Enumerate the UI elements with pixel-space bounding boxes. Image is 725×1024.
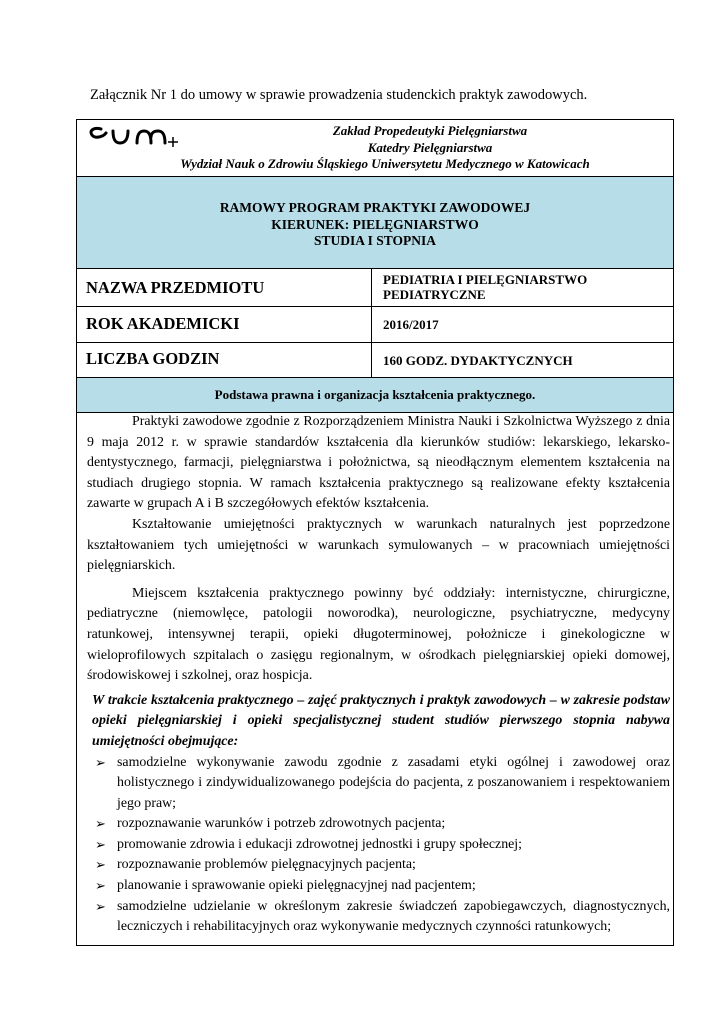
list-item: ➢ rozpoznawanie warunków i potrzeb zdrowotnych pacjenta; (87, 814, 670, 835)
subject-label: NAZWA PRZEDMIOTU (86, 278, 265, 297)
hours-label: LICZBA GODZIN (86, 349, 220, 368)
program-frame (76, 119, 674, 946)
paragraph-legal-basis: Praktyki zawodowe zgodnie z Rozporządzeniem Ministra Nauki i Szkolnictwa Wyższego z dnia 9 maja 2012 r. w sprawie standardów kształcenia dla kierunków studiów: lekarskiego, lekarsko-dentystycznego, farmacji, pielęgniarstwa i położnictwa, są nieodłącznym elementem kształcenia na studiach drugiego stopnia. W ramach kształcenia praktycznego są realizowane efekty kształcenia zawarte w grupach A i B szczegółowych efektów kształcenia. (87, 414, 670, 512)
skills-list (87, 753, 670, 938)
institution-header (77, 120, 673, 177)
year-value: 2016/2017 (383, 317, 439, 332)
arrow-bullet-icon: ➢ (95, 754, 106, 770)
program-title (77, 200, 673, 250)
attachment-header: Załącznik Nr 1 do umowy w sprawie prowadzenia studenckich praktyk zawodowych. (90, 87, 588, 103)
year-label: ROK AKADEMICKI (86, 314, 240, 333)
list-item: ➢ planowanie i sprawowanie opieki pielęgnacyjnej nad pacjentem; (87, 876, 670, 897)
institution-line-1: Zakład Propedeutyki Pielęgniarstwa (332, 123, 528, 138)
list-item: ➢ samodzielne udzielanie w określonym zakresie świadczeń zapobiegawczych, diagnostycznych, leczniczych i rehabilitacyjnych oraz wykonywanie medycznych czynności ratunkowych; (95, 898, 670, 935)
list-item: ➢ promowanie zdrowia i edukacji zdrowotnej jednostki i grupy społecznej; (87, 835, 670, 856)
arrow-bullet-icon: ➢ (95, 836, 106, 852)
arrow-bullet-icon: ➢ (95, 878, 106, 894)
list-item: ➢ samodzielne wykonywanie zawodu zgodnie z zasadami etyki ogólnej i zawodowej oraz holistycznego i zindywidualizowanego podejścia do pacjenta, z poszanowaniem i respektowaniem jego praw; (95, 754, 670, 811)
arrow-bullet-icon: ➢ (95, 816, 106, 832)
hours-row (77, 342, 673, 377)
paragraph-skills-lead: W trakcie kształcenia praktycznego – zajęć praktycznych i praktyk zawodowych – w zakresie podstaw opieki pielęgniarskiej i opieki specjalistycznej student studiów pierwszego stopnia nabywa umiejętności obejmujące: (92, 692, 670, 749)
section-heading: Podstawa prawna i organizacja kształcenia praktycznego. (77, 377, 673, 413)
program-title-line-2: KIERUNEK: PIELĘGNIARSTWO (271, 216, 479, 232)
institution-line-2: Katedry Pielęgniarstwa (367, 139, 493, 155)
body-text (87, 412, 670, 938)
paragraph-training-places: Miejscem kształcenia praktycznego powinny być oddziały: internistyczne, chirurgiczne, pediatryczne (niemowlęce, patologii noworodka), neurologiczne, psychiatryczne, medycyny ratunkowej, intensywnej terapii, opieki długoterminowej, położnicze i ginekologiczne w wieloprofilowych szpitalach o zasięgu regionalnym, w ośrodkach pielęgniarskiej opieki domowej, środowiskowej i szkolnej, oraz hospicja. (87, 585, 670, 684)
list-item: ➢ rozpoznawanie problemów pielęgnacyjnych pacjenta; (87, 855, 670, 876)
year-row (77, 306, 673, 342)
subject-value: PEDIATRIA I PIELĘGNIARSTWO PEDIATRYCZNE (383, 272, 588, 302)
institution-line-3: Wydział Nauk o Zdrowiu Śląskiego Uniwersytetu Medycznego w Katowicach (180, 156, 590, 171)
subject-row (77, 268, 673, 306)
program-title-line-1: RAMOWY PROGRAM PRAKTYKI ZAWODOWEJ (219, 200, 531, 215)
hours-value: 160 GODZ. DYDAKTYCZNYCH (383, 353, 573, 368)
institution-name (77, 123, 673, 173)
arrow-bullet-icon: ➢ (95, 857, 106, 873)
paragraph-skills-shaping: Kształtowanie umiejętności praktycznych w warunkach naturalnych jest poprzedzone kształtowaniem tych umiejętności w warunkach symulowanych – w pracowniach umiejętności pielęgniarskich. (87, 516, 670, 574)
program-title-line-3: STUDIA I STOPNIA (313, 233, 437, 248)
arrow-bullet-icon: ➢ (95, 898, 106, 914)
